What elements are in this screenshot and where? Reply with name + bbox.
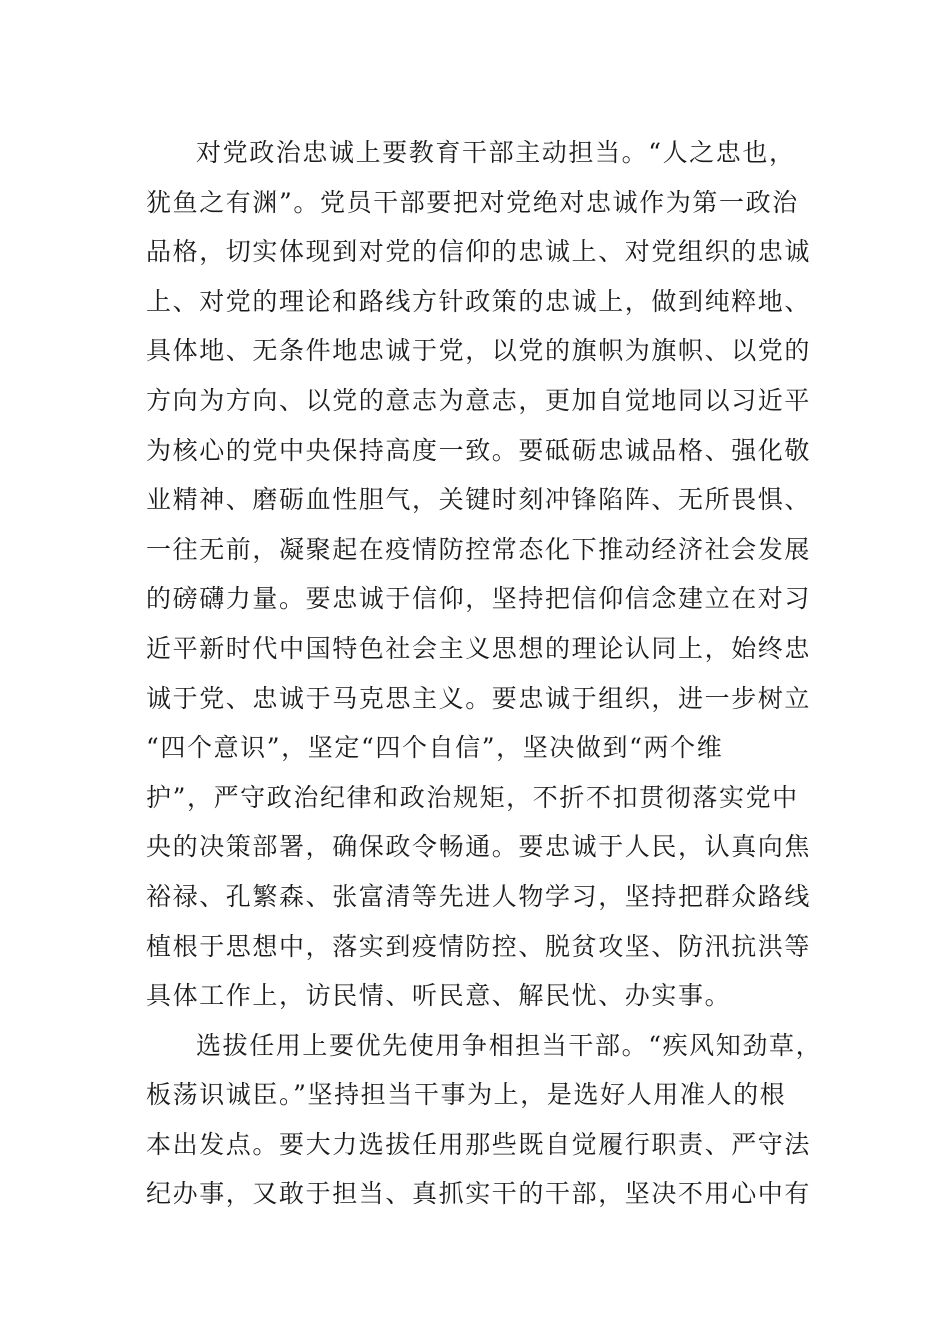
text-line: 上、对党的理论和路线方针政策的忠诚上，做到纯粹地、	[146, 286, 812, 316]
text-line: 为核心的党中央保持高度一致。要砥砺忠诚品格、强化敬	[146, 435, 812, 465]
text-line: 纪办事，又敢于担当、真抓实干的干部，坚决不用心中有	[146, 1179, 812, 1209]
text-line: 诚于党、忠诚于马克思主义。要忠诚于组织，进一步树立	[146, 683, 812, 713]
text-line: 具体地、无条件地忠诚于党，以党的旗帜为旗帜、以党的	[146, 336, 812, 366]
text-line: 品格，切实体现到对党的信仰的忠诚上、对党组织的忠诚	[146, 237, 812, 267]
text-line: 方向为方向、以党的意志为意志，更加自觉地同以习近平	[146, 385, 812, 415]
text-line: 板荡识诚臣。”坚持担当干事为上，是选好人用准人的根	[146, 1080, 787, 1110]
text-line: 业精神、磨砺血性胆气，关键时刻冲锋陷阵、无所畏惧、	[146, 485, 812, 515]
text-line: 央的决策部署，确保政令畅通。要忠诚于人民，认真向焦	[146, 832, 812, 862]
paragraph	[146, 128, 812, 1021]
body-text	[146, 128, 823, 1219]
text-line: 的磅礴力量。要忠诚于信仰，坚持把信仰信念建立在对习	[146, 584, 812, 614]
text-line: 选拔任用上要优先使用争相担当干部。“疾风知劲草，	[196, 1030, 823, 1060]
text-line: 对党政治忠诚上要教育干部主动担当。“人之忠也，	[196, 138, 796, 167]
text-line: 犹鱼之有渊”。党员干部要把对党绝对忠诚作为第一政治	[146, 187, 799, 217]
text-line: 一往无前，凝聚起在疫情防控常态化下推动经济社会发展	[146, 534, 812, 564]
text-line: 本出发点。要大力选拔任用那些既自觉履行职责、严守法	[146, 1129, 812, 1159]
paragraph	[146, 1021, 823, 1219]
text-line: 裕禄、孔繁森、张富清等先进人物学习，坚持把群众路线	[146, 881, 812, 911]
text-line: 护”，严守政治纪律和政治规矩，不折不扣贯彻落实党中	[146, 782, 799, 812]
text-line: 近平新时代中国特色社会主义思想的理论认同上，始终忠	[146, 633, 812, 663]
text-line: “四个意识”，坚定“四个自信”，坚决做到“两个维	[146, 733, 724, 763]
text-line: 植根于思想中，落实到疫情防控、脱贫攻坚、防汛抗洪等	[146, 931, 812, 961]
text-line: 具体工作上，访民情、听民意、解民忧、办实事。	[146, 981, 732, 1011]
